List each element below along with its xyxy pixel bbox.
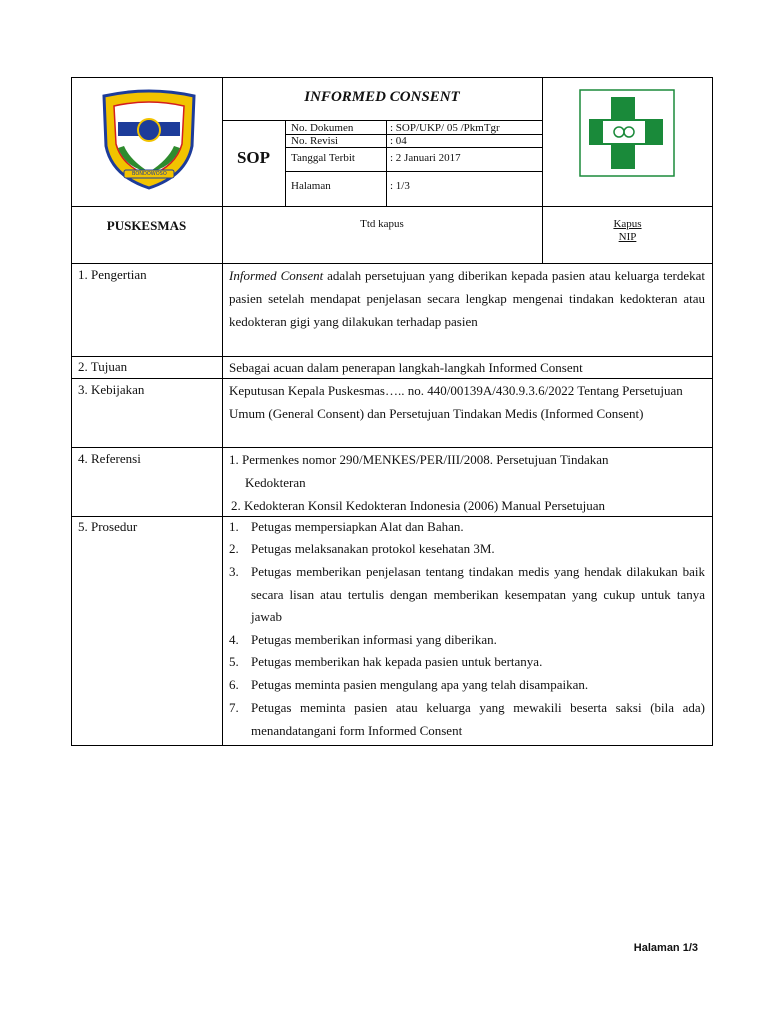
info-value-halaman: : 1/3 xyxy=(390,180,410,192)
prosedur-step-4 xyxy=(229,629,705,652)
referensi-item-1-cont: Kedokteran xyxy=(245,475,306,490)
info-col-line xyxy=(386,120,387,206)
prosedur-step-7 xyxy=(229,697,705,742)
prosedur-step-6 xyxy=(229,674,705,697)
signature-ttd: Ttd kapus xyxy=(360,218,404,230)
signature-nip: NIP xyxy=(618,231,637,243)
label-pengertian: 1. Pengertian xyxy=(78,267,147,282)
label-prosedur: 5. Prosedur xyxy=(78,519,138,534)
prosedur-step-1 xyxy=(229,516,705,539)
step-text: Petugas memberikan hak kepada pasien untuk bertanya. xyxy=(251,654,543,669)
label-referensi: 4. Referensi xyxy=(78,451,141,466)
info-label-halaman: Halaman xyxy=(291,180,331,192)
step-text: Petugas meminta pasien atau keluarga yang mewakili beserta saksi (bila ada) menandatangani form Informed Consent xyxy=(251,700,705,738)
prosedur-step-5 xyxy=(229,651,705,674)
step-number: 4. xyxy=(229,632,239,647)
info-value-dokumen: : SOP/UKP/ 05 /PkmTgr xyxy=(390,122,500,134)
body-label-divider xyxy=(222,263,223,746)
emblem-center xyxy=(138,119,160,141)
title-underline xyxy=(222,120,542,121)
step-number: 6. xyxy=(229,677,239,692)
step-number: 3. xyxy=(229,564,239,579)
step-text: Petugas memberikan informasi yang diberikan. xyxy=(251,632,497,647)
info-label-revisi: No. Revisi xyxy=(291,135,339,147)
prosedur-step-3 xyxy=(229,561,705,629)
step-text: Petugas memberikan penjelasan tentang tindakan medis yang hendak dilakukan baik secara lisan atau tertulis dengan memberikan kesempatan yang cukup untuk tanya jawab xyxy=(251,564,705,624)
signature-title: Kapus xyxy=(613,218,642,230)
info-value-revisi: : 04 xyxy=(390,135,407,147)
org-name: PUSKESMAS xyxy=(106,218,187,233)
label-kebijakan: 3. Kebijakan xyxy=(78,382,145,397)
sop-label: SOP xyxy=(236,148,271,167)
text-pengertian-lead: Informed Consent xyxy=(229,268,324,283)
info-row-line-2 xyxy=(285,147,542,148)
text-tujuan: Sebagai acuan dalam penerapan langkah-langkah Informed Consent xyxy=(229,360,583,375)
info-label-terbit: Tanggal Terbit xyxy=(291,152,355,164)
step-text: Petugas melaksanakan protokol kesehatan 3M. xyxy=(251,541,495,556)
info-row-line-3 xyxy=(285,171,542,172)
health-cross-logo xyxy=(579,89,675,177)
label-tujuan: 2. Tujuan xyxy=(78,359,128,374)
header-bottom-line xyxy=(71,206,713,207)
step-number: 7. xyxy=(229,700,239,715)
text-pengertian-body: adalah persetujuan yang diberikan kepada pasien atau keluarga terdekat pasien setelah mendapat penjelasan secara lengkap mengenai tindakan kedokteran atau kedokteran gigi yang dilakukan terhadap pasien xyxy=(229,268,705,329)
text-kebijakan: Keputusan Kepala Puskesmas….. no. 440/00139A/430.9.3.6/2022 Tentang Persetujuan Umum (General Consent) dan Persetujuan Tindakan Medis (Informed Consent) xyxy=(229,383,683,421)
step-text: Petugas mempersiapkan Alat dan Bahan. xyxy=(251,519,464,534)
page-number: Halaman 1/3 xyxy=(633,942,698,954)
step-number: 5. xyxy=(229,654,239,669)
prosedur-step-2 xyxy=(229,538,705,561)
regency-emblem-logo xyxy=(96,88,202,194)
step-text: Petugas meminta pasien mengulang apa yang telah disampaikan. xyxy=(251,677,589,692)
emblem-ribbon-text: BONDOWOSO xyxy=(132,171,167,177)
info-label-dokumen: No. Dokumen xyxy=(291,122,354,134)
text-pengertian xyxy=(229,264,705,333)
step-number: 1. xyxy=(229,519,239,534)
referensi-item-2: 2. Kedokteran Konsil Kedokteran Indonesia (2006) Manual Persetujuan xyxy=(231,498,606,513)
step-number: 2. xyxy=(229,541,239,556)
document-title: INFORMED CONSENT xyxy=(304,89,460,105)
referensi-item-1: 1. Permenkes nomor 290/MENKES/PER/III/2008. Persetujuan Tindakan xyxy=(229,452,609,467)
sop-divider xyxy=(285,120,286,206)
info-value-terbit: : 2 Januari 2017 xyxy=(390,152,461,164)
